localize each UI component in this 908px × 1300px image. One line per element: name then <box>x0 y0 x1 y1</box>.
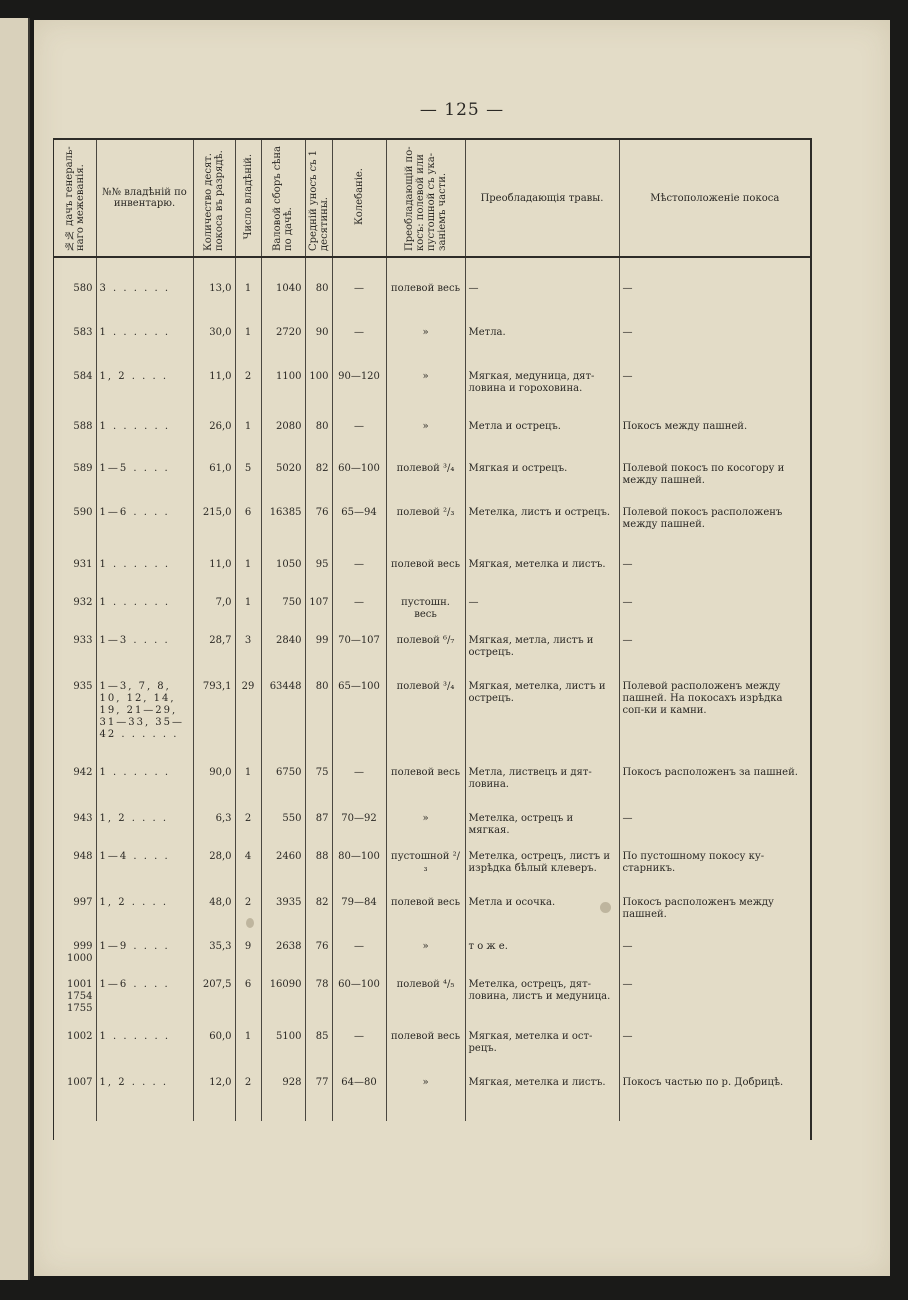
table-cell-location: Покосъ частью по р. Добрицѣ. <box>622 1077 784 1088</box>
table-cell-location: — <box>622 635 633 646</box>
table-cell-area: 7,0 <box>193 597 235 635</box>
col-header-area: Количество десят. покоса въ разрядѣ. <box>193 140 235 257</box>
table-cell-grasses: Мягкая и острецъ. <box>465 463 619 507</box>
table-cell-area: 61,0 <box>193 463 235 507</box>
page-number: — 125 — <box>419 100 505 120</box>
table-cell-location: — <box>622 283 633 294</box>
facing-page-edge <box>0 18 30 1280</box>
table-cell-fluctuation: 60—100 <box>332 463 386 507</box>
table-cell-owners-count: 1 <box>235 421 261 463</box>
table-cell-prevailing-type: полевой ⁴/₅ <box>386 979 465 1031</box>
table-cell-location: По пустошному покосу ку-старникъ. <box>622 851 765 874</box>
table-cell-area: 793,1 <box>193 681 235 767</box>
table-cell-area: 13,0 <box>193 283 235 327</box>
table-cell-dacha: 933 <box>54 635 96 681</box>
col-header-gross-hay: Валовой сборъ сѣна по дачѣ. <box>261 140 305 257</box>
table-cell-gross-hay: 1040 <box>261 283 305 327</box>
table-cell-area: 26,0 <box>193 421 235 463</box>
table-cell-avg-yield: 90 <box>305 327 332 371</box>
table-cell-owners-count: 1 <box>235 283 261 327</box>
table-cell-gross-hay: 2460 <box>261 851 305 897</box>
table-cell-fluctuation: 90—120 <box>332 371 386 421</box>
col-header-grasses: Преобладающія травы. <box>465 140 619 257</box>
table-cell-dacha: 942 <box>54 767 96 813</box>
table-cell-owners-count: 2 <box>235 1077 261 1121</box>
table-cell-grasses: Мягкая, медуница, дят-ловина и гороховина. <box>465 371 619 421</box>
book-page <box>34 20 890 1276</box>
table-cell-prevailing-type: полевой ³/₄ <box>386 463 465 507</box>
col-header-prevailing-type: Преобладающій по-косъ: полевой или пустошной съ ука-заніемъ части. <box>386 140 465 257</box>
table-cell-fluctuation: 70—107 <box>332 635 386 681</box>
table-row <box>54 597 810 635</box>
table-row <box>54 897 810 941</box>
table-cell-owners: 1—9 . . . . <box>96 941 193 979</box>
table-cell-avg-yield: 85 <box>305 1031 332 1077</box>
table-cell-grasses: Мягкая, метелка и листъ. <box>465 559 619 597</box>
table-cell-owners-count: 29 <box>235 681 261 767</box>
table-cell-dacha: 1001 1754 1755 <box>54 979 96 1031</box>
table-cell-fluctuation: 65—94 <box>332 507 386 559</box>
table-cell-owners-count: 5 <box>235 463 261 507</box>
table-cell-owners-count: 2 <box>235 897 261 941</box>
table-cell-area: 207,5 <box>193 979 235 1031</box>
table-cell-avg-yield: 87 <box>305 813 332 851</box>
table-cell-gross-hay: 6750 <box>261 767 305 813</box>
table-cell-fluctuation: — <box>332 327 386 371</box>
table-cell-gross-hay: 5020 <box>261 463 305 507</box>
table-row <box>54 979 810 1031</box>
table-cell-owners: 1, 2 . . . . <box>96 1077 193 1121</box>
table-cell-fluctuation: — <box>332 421 386 463</box>
table-cell-dacha: 943 <box>54 813 96 851</box>
table-cell-location: Полевой покосъ по косогору и между пашней. <box>622 463 785 486</box>
table-cell-grasses: Мягкая, метелка, листъ и острецъ. <box>465 681 619 767</box>
table-cell-grasses: Мягкая, метелка и листъ. <box>465 1077 619 1121</box>
table-cell-area: 90,0 <box>193 767 235 813</box>
hay-statistics-table <box>53 138 812 1140</box>
table-cell-dacha: 1007 <box>54 1077 96 1121</box>
table-cell-prevailing-type: » <box>386 941 465 979</box>
table-header-row <box>54 140 810 257</box>
table-cell-avg-yield: 100 <box>305 371 332 421</box>
table-cell-owners: 3 . . . . . . <box>96 283 193 327</box>
table-cell-owners: 1—5 . . . . <box>96 463 193 507</box>
table-cell-owners-count: 2 <box>235 371 261 421</box>
table-cell-grasses: Метелка, острецъ, листъ и изрѣдка бѣлый клеверъ. <box>465 851 619 897</box>
table-cell-gross-hay: 1050 <box>261 559 305 597</box>
table-cell-area: 6,3 <box>193 813 235 851</box>
table-row <box>54 371 810 421</box>
table-cell-location: Покосъ между пашней. <box>622 421 748 432</box>
table-cell-gross-hay: 2638 <box>261 941 305 979</box>
table-row <box>54 851 810 897</box>
table-cell-gross-hay: 1100 <box>261 371 305 421</box>
table-cell-grasses: Метелка, листъ и острецъ. <box>465 507 619 559</box>
table-cell-dacha: 997 <box>54 897 96 941</box>
table-cell-grasses: Метла, листвецъ и дят-ловина. <box>465 767 619 813</box>
table-cell-prevailing-type: полевой весь <box>386 283 465 327</box>
table-cell-fluctuation: — <box>332 283 386 327</box>
table-row <box>54 559 810 597</box>
table-cell-owners: 1—6 . . . . <box>96 979 193 1031</box>
table-cell-location: — <box>622 979 633 990</box>
table-cell-prevailing-type: » <box>386 371 465 421</box>
table-cell-location: Полевой покосъ расположенъ между пашней. <box>622 507 783 530</box>
col-header-avg-yield: Средній уносъ съ 1 десятины. <box>305 140 332 257</box>
col-header-owners-count: Число владѣній. <box>235 140 261 257</box>
col-header-owners: №№ владѣній по инвентарю. <box>96 140 193 257</box>
table-cell-location: — <box>622 941 633 952</box>
table-cell-grasses: т о ж е. <box>465 941 619 979</box>
table-cell-location: — <box>622 371 633 382</box>
table-cell-owners-count: 3 <box>235 635 261 681</box>
table-cell-gross-hay: 2840 <box>261 635 305 681</box>
table-cell-dacha: 588 <box>54 421 96 463</box>
table-cell-avg-yield: 80 <box>305 421 332 463</box>
table-cell-area: 215,0 <box>193 507 235 559</box>
table-row <box>54 463 810 507</box>
table-cell-location: — <box>622 597 633 608</box>
table-cell-fluctuation: 70—92 <box>332 813 386 851</box>
table-cell-fluctuation: — <box>332 597 386 635</box>
table-cell-location: Полевой расположенъ между пашней. На покосахъ изрѣдка соп-ки и камни. <box>622 681 783 716</box>
table-cell-prevailing-type: полевой весь <box>386 559 465 597</box>
table-cell-gross-hay: 63448 <box>261 681 305 767</box>
table-cell-owners: 1—3, 7, 8, 10, 12, 14, 19, 21—29, 31—33, 35—42 . . . . . . <box>96 681 193 767</box>
table-cell-location: Покосъ расположенъ между пашней. <box>622 897 774 920</box>
table-cell-owners: 1 . . . . . . <box>96 327 193 371</box>
table-cell-avg-yield: 77 <box>305 1077 332 1121</box>
table-cell-owners-count: 6 <box>235 507 261 559</box>
table-cell-area: 28,7 <box>193 635 235 681</box>
table-cell-avg-yield: 107 <box>305 597 332 635</box>
table-cell-area: 12,0 <box>193 1077 235 1121</box>
table-cell-avg-yield: 80 <box>305 283 332 327</box>
table-cell-gross-hay: 928 <box>261 1077 305 1121</box>
table-cell-prevailing-type: полевой ²/₃ <box>386 507 465 559</box>
table-cell-owners: 1 . . . . . . <box>96 1031 193 1077</box>
table-cell-avg-yield: 75 <box>305 767 332 813</box>
table-cell-grasses: Мягкая, метелка и ост-рецъ. <box>465 1031 619 1077</box>
table-cell-grasses: Метла. <box>465 327 619 371</box>
table-cell-prevailing-type: » <box>386 421 465 463</box>
table-cell-avg-yield: 95 <box>305 559 332 597</box>
table-cell-fluctuation: 60—100 <box>332 979 386 1031</box>
table-cell-owners: 1 . . . . . . <box>96 597 193 635</box>
table-cell-avg-yield: 80 <box>305 681 332 767</box>
table-cell-prevailing-type: полевой весь <box>386 1031 465 1077</box>
table-cell-location: — <box>622 813 633 824</box>
table-cell-dacha: 580 <box>54 283 96 327</box>
table-cell-fluctuation: 65—100 <box>332 681 386 767</box>
table-cell-gross-hay: 3935 <box>261 897 305 941</box>
table-cell-fluctuation: 79—84 <box>332 897 386 941</box>
table-cell-area: 48,0 <box>193 897 235 941</box>
table-top-spacer <box>54 257 810 283</box>
table-cell-area: 35,3 <box>193 941 235 979</box>
table-cell-location: — <box>622 559 633 570</box>
table-row <box>54 327 810 371</box>
table-cell-fluctuation: — <box>332 767 386 813</box>
table-cell-owners: 1, 2 . . . . <box>96 371 193 421</box>
table-cell-avg-yield: 88 <box>305 851 332 897</box>
table-cell-gross-hay: 2720 <box>261 327 305 371</box>
table-cell-area: 30,0 <box>193 327 235 371</box>
table-cell-gross-hay: 2080 <box>261 421 305 463</box>
table-cell-prevailing-type: пустошной ²/₃ <box>386 851 465 897</box>
table-cell-prevailing-type: » <box>386 327 465 371</box>
table-cell-owners-count: 1 <box>235 327 261 371</box>
table-cell-location: Покосъ расположенъ за пашней. <box>622 767 798 778</box>
table-cell-prevailing-type: полевой ⁶/₇ <box>386 635 465 681</box>
table-cell-dacha: 583 <box>54 327 96 371</box>
table-row <box>54 421 810 463</box>
table-cell-prevailing-type: » <box>386 1077 465 1121</box>
table-cell-gross-hay: 5100 <box>261 1031 305 1077</box>
table-cell-area: 11,0 <box>193 559 235 597</box>
table-cell-owners-count: 4 <box>235 851 261 897</box>
table-cell-prevailing-type: полевой весь <box>386 767 465 813</box>
table-cell-prevailing-type: полевой ³/₄ <box>386 681 465 767</box>
table-cell-fluctuation: — <box>332 1031 386 1077</box>
table-cell-dacha: 1002 <box>54 1031 96 1077</box>
table-cell-avg-yield: 78 <box>305 979 332 1031</box>
table-cell-grasses: — <box>465 597 619 635</box>
table-cell-grasses: Метелка, острецъ, дят-ловина, листъ и медуница. <box>465 979 619 1031</box>
table-cell-grasses: — <box>465 283 619 327</box>
table-cell-dacha: 584 <box>54 371 96 421</box>
table-cell-fluctuation: — <box>332 559 386 597</box>
col-header-location: Мѣстоположеніе покоса <box>619 140 810 257</box>
table-row <box>54 507 810 559</box>
table-cell-fluctuation: 64—80 <box>332 1077 386 1121</box>
table-cell-owners: 1—4 . . . . <box>96 851 193 897</box>
table-cell-owners: 1 . . . . . . <box>96 421 193 463</box>
table-cell-avg-yield: 76 <box>305 941 332 979</box>
table-cell-gross-hay: 16090 <box>261 979 305 1031</box>
table-cell-owners-count: 2 <box>235 813 261 851</box>
table-cell-location: — <box>622 327 633 338</box>
table-cell-avg-yield: 99 <box>305 635 332 681</box>
table-cell-gross-hay: 750 <box>261 597 305 635</box>
table-cell-location: — <box>622 1031 633 1042</box>
table-cell-area: 60,0 <box>193 1031 235 1077</box>
table-cell-owners: 1—3 . . . . <box>96 635 193 681</box>
table-cell-area: 11,0 <box>193 371 235 421</box>
table-cell-owners-count: 6 <box>235 979 261 1031</box>
col-header-dacha: №№ дачъ генераль-наго межеванія. <box>54 140 96 257</box>
table-row <box>54 283 810 327</box>
table-cell-owners: 1 . . . . . . <box>96 767 193 813</box>
table-cell-owners-count: 1 <box>235 1031 261 1077</box>
table-cell-prevailing-type: » <box>386 813 465 851</box>
table-cell-gross-hay: 550 <box>261 813 305 851</box>
table-row <box>54 681 810 767</box>
table-cell-owners-count: 1 <box>235 767 261 813</box>
table-cell-area: 28,0 <box>193 851 235 897</box>
table-cell-avg-yield: 76 <box>305 507 332 559</box>
col-header-fluctuation: Колебаніе. <box>332 140 386 257</box>
table-cell-avg-yield: 82 <box>305 897 332 941</box>
table-row <box>54 767 810 813</box>
table-cell-grasses: Мягкая, метла, листъ и острецъ. <box>465 635 619 681</box>
table-cell-owners-count: 1 <box>235 559 261 597</box>
table-cell-owners-count: 1 <box>235 597 261 635</box>
table-cell-dacha: 999 1000 <box>54 941 96 979</box>
table-cell-fluctuation: 80—100 <box>332 851 386 897</box>
table-cell-owners-count: 9 <box>235 941 261 979</box>
table-cell-owners: 1—6 . . . . <box>96 507 193 559</box>
table-cell-gross-hay: 16385 <box>261 507 305 559</box>
table-cell-avg-yield: 82 <box>305 463 332 507</box>
table-row <box>54 1077 810 1121</box>
table-cell-fluctuation: — <box>332 941 386 979</box>
table-row <box>54 1031 810 1077</box>
table-cell-dacha: 948 <box>54 851 96 897</box>
table-cell-owners: 1 . . . . . . <box>96 559 193 597</box>
table-cell-owners: 1, 2 . . . . <box>96 897 193 941</box>
table-cell-dacha: 931 <box>54 559 96 597</box>
table-cell-dacha: 589 <box>54 463 96 507</box>
table-cell-dacha: 590 <box>54 507 96 559</box>
table-cell-grasses: Метла и осочка. <box>465 897 619 941</box>
table-cell-dacha: 932 <box>54 597 96 635</box>
table-row <box>54 635 810 681</box>
table-cell-grasses: Метелка, острецъ и мягкая. <box>465 813 619 851</box>
table-cell-grasses: Метла и острецъ. <box>465 421 619 463</box>
table-cell-dacha: 935 <box>54 681 96 767</box>
table-row <box>54 941 810 979</box>
table-row <box>54 813 810 851</box>
table-cell-owners: 1, 2 . . . . <box>96 813 193 851</box>
table-cell-prevailing-type: пустошн. весь <box>386 597 465 635</box>
table-cell-prevailing-type: полевой весь <box>386 897 465 941</box>
